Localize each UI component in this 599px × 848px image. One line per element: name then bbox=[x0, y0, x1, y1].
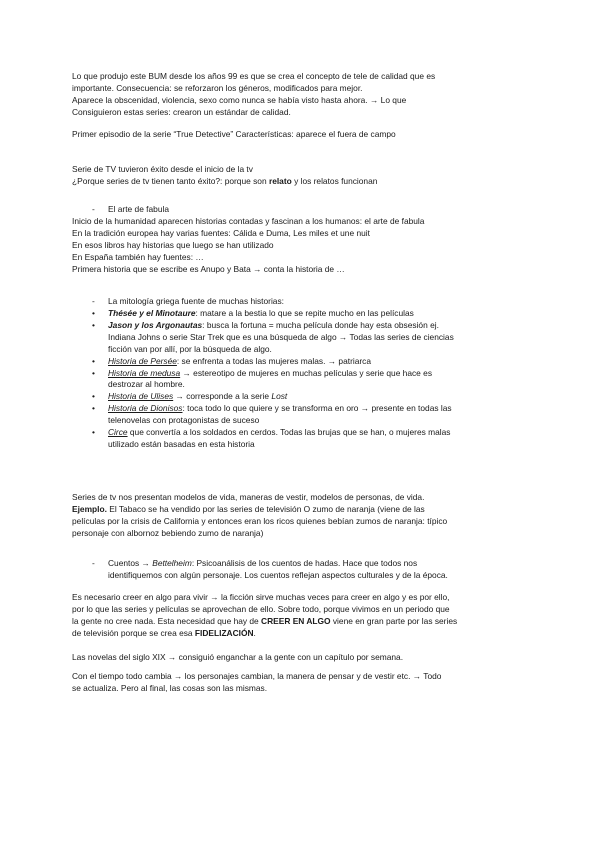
list-item bbox=[92, 403, 532, 427]
underlined-italic-text: Historia de Ulises bbox=[108, 391, 174, 402]
text-line bbox=[72, 176, 532, 188]
text-line: Consiguieron estas series: crearon un estándar de calidad. bbox=[72, 106, 291, 117]
text-line bbox=[108, 356, 532, 368]
list-item bbox=[92, 320, 532, 356]
text-line bbox=[108, 308, 532, 320]
list-item bbox=[92, 308, 532, 320]
section-heading-fabula bbox=[92, 204, 532, 216]
text-run: → estereotipo de mujeres en muchas películas y serie que hace es bbox=[180, 367, 433, 378]
paragraph-novelas bbox=[72, 652, 532, 664]
paragraph-final bbox=[72, 671, 532, 695]
bold-text: FIDELIZACIÓN bbox=[194, 627, 254, 638]
heading-text: El arte de fabula bbox=[108, 204, 169, 214]
text-run: El Tabaco se ha vendido por las series de televisión O zumo de naranja (viene de las bbox=[106, 503, 425, 514]
text-line: destrozar al hombre. bbox=[108, 379, 185, 390]
text-run: viene en gran parte por las series bbox=[330, 615, 458, 626]
text-line: Es necesario creer en algo para vivir → la ficción sirve muchas veces para creer en algo y es por ello, bbox=[72, 592, 450, 602]
text-line: Aparece la obscenidad, violencia, sexo como nunca se había visto hasta ahora. → Lo que bbox=[72, 94, 407, 105]
bullet-marker: • bbox=[92, 367, 95, 378]
text-run: Cuentos → bbox=[108, 558, 153, 568]
underlined-italic-text: Historia de medusa bbox=[108, 367, 181, 378]
text-line bbox=[108, 391, 532, 403]
bullet-marker: • bbox=[92, 427, 95, 438]
text-run: : toca todo lo que quiere y se transforma en oro → presente en todas las bbox=[182, 403, 452, 414]
text-line bbox=[108, 427, 532, 439]
text-line: telenovelas con protagonistas de suceso bbox=[108, 415, 260, 426]
text-line: Con el tiempo todo cambia → los personajes cambian, la manera de pensar y de vestir etc. → Todo bbox=[72, 671, 442, 681]
paragraph-series-exito bbox=[72, 164, 532, 188]
text-line: Las novelas del siglo XIX → consiguió enganchar a la gente con un capítulo por semana. bbox=[72, 652, 404, 662]
underlined-italic-text: Circe bbox=[108, 427, 128, 438]
text-line: Indiana Johns o serie Star Trek que es una búsqueda de algo → Todas las series de ciencias bbox=[108, 331, 454, 342]
mythology-list bbox=[92, 308, 532, 451]
text-line: personaje con albornoz bebiendo zumo de naranja) bbox=[72, 527, 264, 538]
text-run: ¿Porque series de tv tienen tanto éxito?: porque son bbox=[72, 175, 269, 186]
text-line: Primer episodio de la serie “True Detective” Características: aparece el fuera de campo bbox=[72, 129, 396, 139]
bullet-marker: • bbox=[92, 308, 95, 318]
paragraph-fabula bbox=[72, 216, 532, 276]
section-cuentos bbox=[92, 558, 532, 582]
text-line: En España también hay fuentes: … bbox=[72, 251, 204, 262]
paragraph-true-detective bbox=[72, 129, 532, 141]
text-line bbox=[72, 616, 532, 628]
italic-text: Bettelheim bbox=[152, 558, 192, 568]
text-line bbox=[92, 558, 532, 570]
bold-italic-text: Thésée y el Minotaure bbox=[108, 308, 196, 318]
text-line bbox=[108, 403, 532, 415]
text-run: : matare a la bestia lo que se repite mucho en las películas bbox=[195, 308, 414, 318]
heading-text: La mitología griega fuente de muchas historias: bbox=[108, 296, 284, 306]
list-item bbox=[92, 427, 532, 451]
underlined-italic-text: Historia de Persée bbox=[108, 355, 177, 366]
dash-marker: - bbox=[92, 204, 95, 214]
text-line: películas por la crisis de California y entonces eran los ricos quienes bebían zumos de naranja: típico bbox=[72, 515, 448, 526]
paragraph-bum bbox=[72, 71, 532, 119]
text-run: : Psicoanálisis de los cuentos de hadas. Hace que todos nos bbox=[191, 558, 418, 568]
text-line: ficción van por allí, por la búsqueda de algo. bbox=[108, 343, 272, 354]
list-item bbox=[92, 356, 532, 368]
text-line: se actualiza. Pero al final, las cosas son las mismas. bbox=[72, 682, 268, 693]
underlined-italic-text: Historia de Dionisos bbox=[108, 403, 183, 414]
dash-marker: - bbox=[92, 296, 95, 306]
text-run: → corresponde a la serie bbox=[173, 391, 272, 402]
bold-text: relato bbox=[268, 175, 292, 186]
bullet-marker: • bbox=[92, 319, 95, 330]
text-line: Lo que produjo este BUM desde los años 99 es que se crea el concepto de tele de calidad que es bbox=[72, 71, 436, 81]
text-run: : se enfrenta a todas las mujeres malas. → patriarca bbox=[176, 355, 372, 366]
dash-marker: - bbox=[92, 558, 95, 568]
text-line bbox=[108, 368, 532, 380]
text-line: importante. Consecuencia: se reforzaron los géneros, modificados para mejor. bbox=[72, 82, 363, 93]
text-line: Inicio de la humanidad aparecen historias contadas y fascinan a los humanos: el arte de fabula bbox=[72, 216, 425, 226]
bold-text: CREER EN ALGO bbox=[261, 615, 331, 626]
paragraph-modelos bbox=[72, 492, 532, 540]
bullet-marker: • bbox=[92, 391, 95, 402]
text-line bbox=[108, 320, 532, 332]
text-line: En esos libros hay historias que luego se han utilizado bbox=[72, 239, 274, 250]
italic-text: Lost bbox=[271, 391, 288, 402]
text-run: que convertía a los soldados en cerdos. Todas las brujas que se han, o mujeres malas bbox=[127, 427, 451, 438]
list-item bbox=[92, 391, 532, 403]
text-line: En la tradición europea hay varias fuentes: Cálida e Duma, Les miles et une nuit bbox=[72, 227, 370, 238]
text-run: y los relatos funcionan bbox=[291, 175, 378, 186]
text-line: identifiquemos con algún personaje. Los cuentos reflejan aspectos culturales y de la época. bbox=[108, 569, 448, 580]
text-line: utilizado están basadas en esta historia bbox=[108, 438, 255, 449]
bullet-marker: • bbox=[92, 403, 95, 414]
text-run: : busca la fortuna = mucha película donde hay esta obsesión ej. bbox=[202, 319, 439, 330]
text-line bbox=[72, 504, 532, 516]
list-item bbox=[92, 368, 532, 392]
bold-italic-text: Jason y los Argonautas bbox=[108, 319, 203, 330]
bullet-marker: • bbox=[92, 355, 95, 366]
text-run: . bbox=[253, 627, 256, 638]
text-line bbox=[72, 628, 532, 640]
text-line: Serie de TV tuvieron éxito desde el inicio de la tv bbox=[72, 164, 253, 174]
text-run: la gente no cree nada. Esta necesidad que hay de bbox=[72, 615, 262, 626]
section-heading-mitologia bbox=[92, 296, 532, 308]
bold-text: Ejemplo. bbox=[72, 503, 107, 514]
text-line: Series de tv nos presentan modelos de vida, maneras de vestir, modelos de personas, de vida. bbox=[72, 492, 425, 502]
paragraph-creer bbox=[72, 592, 532, 640]
text-line: Primera historia que se escribe es Anupo y Bata → conta la historia de … bbox=[72, 263, 345, 274]
text-run: de televisión porque se crea esa bbox=[72, 627, 195, 638]
text-line: por lo que las series y películas se aprovechan de ello. Sobre todo, porque vivimos en un periodo que bbox=[72, 603, 450, 614]
